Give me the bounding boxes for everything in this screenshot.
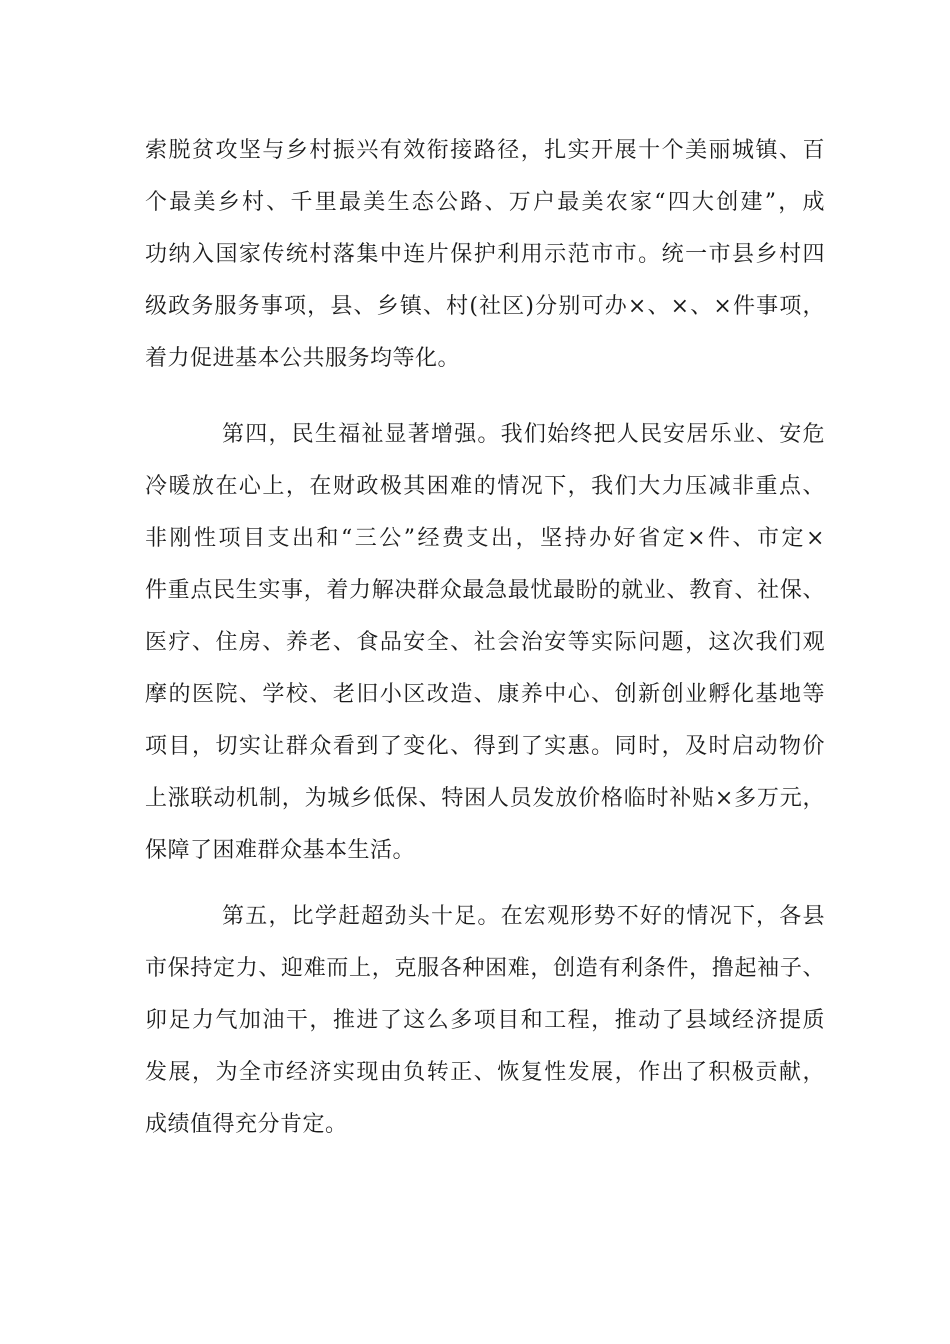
text-line: 个最美乡村、千里最美生态公路、万户最美农家“四大创建”，成 [145,190,825,215]
text-line: 保障了困难群众基本生活。 [145,838,416,863]
text-line: 非刚性项目支出和“三公”经费支出，坚持办好省定×件、市定× [145,526,825,551]
text-line: 冷暖放在心上，在财政极其困难的情况下，我们大力压减非重点、 [145,474,825,499]
paragraph-fifth-point [145,891,825,1151]
text-line: 第四，民生福祉显著增强。我们始终把人民安居乐业、安危 [222,422,825,447]
text-line: 发展，为全市经济实现由负转正、恢复性发展，作出了积极贡献， [145,1060,825,1085]
text-line: 成绩值得充分肯定。 [145,1112,348,1137]
text-line: 着力促进基本公共服务均等化。 [145,346,461,371]
text-line: 摩的医院、学校、老旧小区改造、康养中心、创新创业孵化基地等 [145,682,825,707]
text-line: 卯足力气加油干，推进了这么多项目和工程，推动了县域经济提质 [145,1008,825,1033]
text-line: 上涨联动机制，为城乡低保、特困人员发放价格临时补贴×多万元， [145,786,825,811]
text-line: 市保持定力、迎难而上，克服各种困难，创造有利条件，撸起袖子、 [145,956,825,981]
paragraph-continuation [145,125,825,385]
paragraph-fourth-point [145,409,825,877]
text-line: 件重点民生实事，着力解决群众最急最忧最盼的就业、教育、社保、 [145,578,825,603]
text-line: 级政务服务事项，县、乡镇、村(社区)分别可办×、×、×件事项， [145,294,825,319]
text-line: 医疗、住房、养老、食品安全、社会治安等实际问题，这次我们观 [145,630,825,655]
text-line: 第五，比学赶超劲头十足。在宏观形势不好的情况下，各县 [222,904,825,929]
text-line: 索脱贫攻坚与乡村振兴有效衔接路径，扎实开展十个美丽城镇、百 [145,138,825,163]
text-line: 项目，切实让群众看到了变化、得到了实惠。同时，及时启动物价 [145,734,825,759]
text-line: 功纳入国家传统村落集中连片保护利用示范市市。统一市县乡村四 [145,242,825,267]
